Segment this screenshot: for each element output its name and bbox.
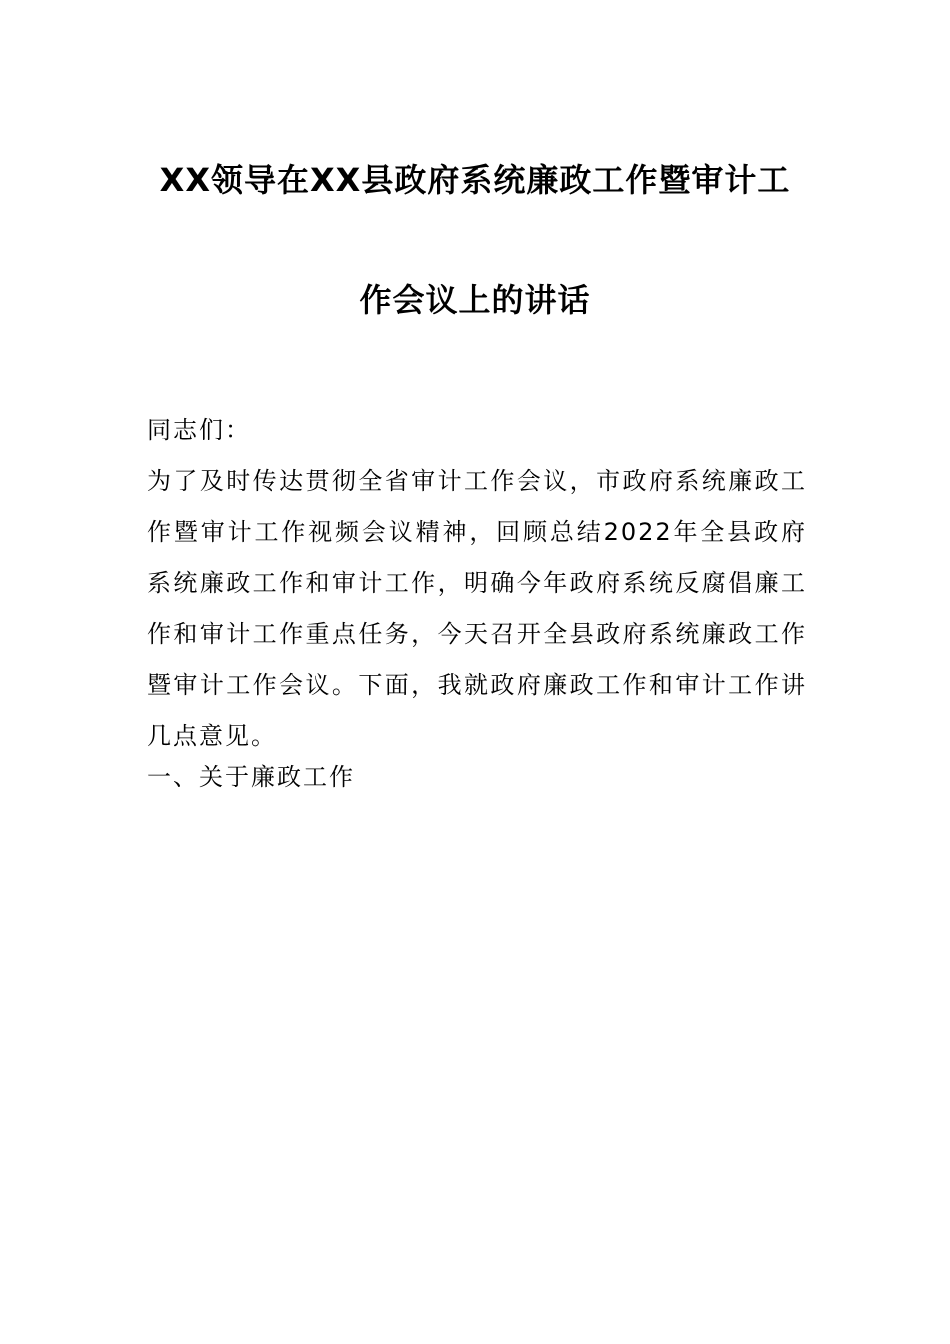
- document-title-line-2: 作会议上的讲话: [359, 281, 591, 319]
- body-paragraph: 为了及时传达贯彻全省审计工作会议，市政府系统廉政工作暨审计工作视频会议精神，回顾总结2022年全县政府系统廉政工作和审计工作，明确今年政府系统反腐倡廉工作和审计工作重点任务，今天召开全县政府系统廉政工作暨审计工作会议。下面，我就政府廉政工作和审计工作讲几点意见。: [147, 467, 807, 750]
- section-heading: 一、关于廉政工作: [147, 763, 355, 791]
- salutation: 同志们：: [147, 416, 251, 444]
- document-title-line-1: XX领导在XX县政府系统廉政工作暨审计工: [159, 161, 791, 199]
